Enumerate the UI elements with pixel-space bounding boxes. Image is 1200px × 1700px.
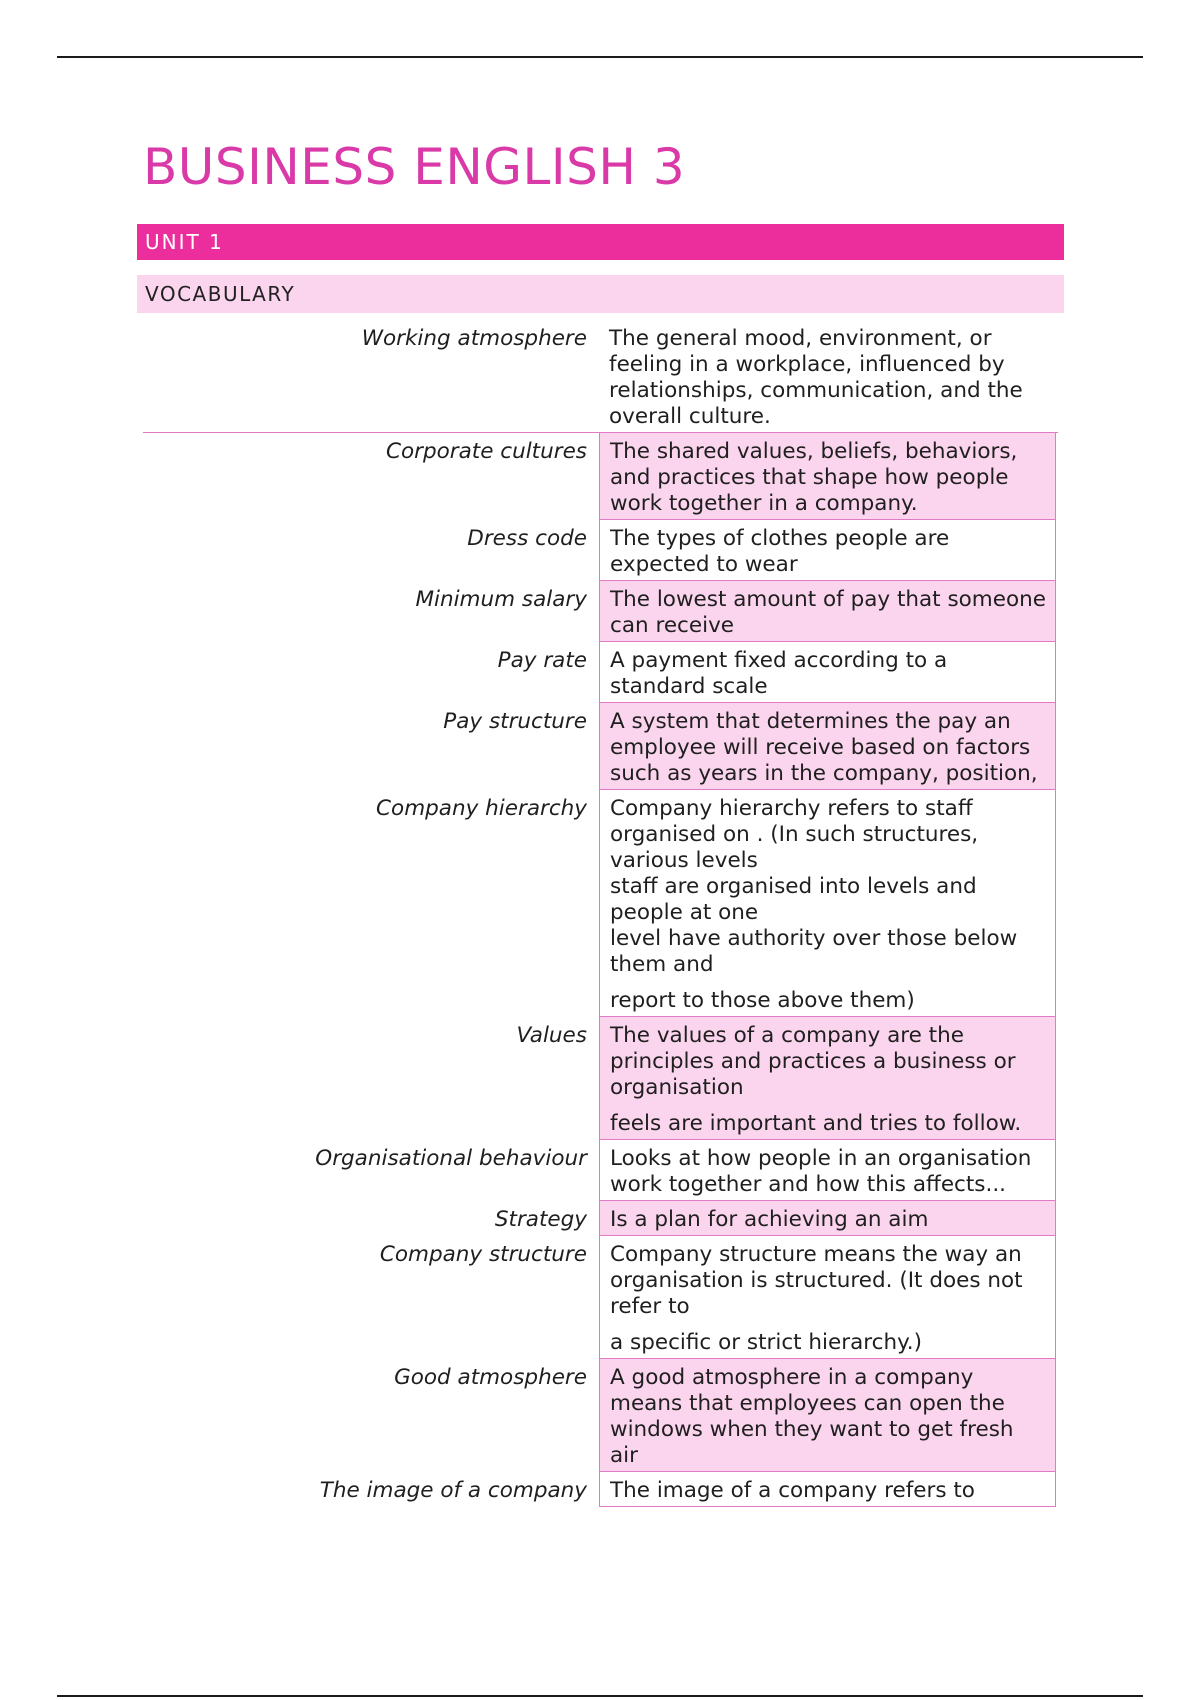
vocab-definition: A system that determines the pay an employee will receive based on factors such as years in the company, position, xyxy=(599,703,1056,790)
vocab-row xyxy=(143,642,1058,703)
vocab-row xyxy=(143,1472,1058,1507)
vocab-row xyxy=(143,520,1058,581)
vocab-definition: The shared values, beliefs, behaviors, and practices that shape how people work together in a company. xyxy=(599,433,1056,520)
vocab-term: Strategy xyxy=(494,1207,587,1232)
vocab-row xyxy=(143,790,1058,1017)
vocab-term: Company structure xyxy=(379,1242,587,1267)
vocab-row xyxy=(143,1017,1058,1140)
vocab-definition: A good atmosphere in a company means that employees can open the windows when they want to get fresh air xyxy=(599,1359,1056,1472)
unit-heading: UNIT 1 xyxy=(137,224,1064,260)
section-heading: VOCABULARY xyxy=(137,275,1064,313)
vocab-definition: A payment fixed according to a standard scale xyxy=(599,642,1056,703)
vocab-term: Pay structure xyxy=(443,709,587,734)
vocab-row xyxy=(143,703,1058,790)
vocab-row xyxy=(143,1201,1058,1236)
vocab-definition: Company hierarchy refers to staff organised on . (In such structures, various levels staff are organised into levels and people at one level have authority over those below them and report to those above them) xyxy=(599,790,1056,1017)
vocab-term: The image of a company xyxy=(319,1478,587,1503)
vocab-row xyxy=(143,433,1058,520)
vocab-row xyxy=(143,1140,1058,1201)
vocab-term: Company hierarchy xyxy=(376,796,587,821)
vocab-definition: Company structure means the way an organisation is structured. (It does not refer to a specific or strict hierarchy.) xyxy=(599,1236,1056,1359)
vocab-definition: The types of clothes people are expected to wear xyxy=(599,520,1056,581)
vocab-row xyxy=(143,1236,1058,1359)
vocab-term: Working atmosphere xyxy=(361,326,587,351)
vocab-definition: The values of a company are the principles and practices a business or organisation feels are important and tries to follow. xyxy=(599,1017,1056,1140)
document-title: BUSINESS ENGLISH 3 xyxy=(143,138,686,196)
vocab-definition: The general mood, environment, or feeling in a workplace, influenced by relationships, communication, and the overall culture. xyxy=(609,326,1023,429)
vocab-row xyxy=(143,581,1058,642)
header-rule xyxy=(57,56,1143,58)
vocab-term: Dress code xyxy=(467,526,587,551)
vocab-row xyxy=(143,1359,1058,1472)
vocab-term: Minimum salary xyxy=(415,587,587,612)
vocab-definition: Is a plan for achieving an aim xyxy=(599,1201,1056,1236)
vocab-term: Values xyxy=(516,1023,587,1048)
vocab-term: Corporate cultures xyxy=(385,439,587,464)
vocab-row xyxy=(143,320,1058,433)
vocab-definition: The lowest amount of pay that someone can receive xyxy=(599,581,1056,642)
vocab-term: Good atmosphere xyxy=(394,1365,587,1390)
vocabulary-table xyxy=(143,320,1058,1507)
vocab-term: Pay rate xyxy=(497,648,587,673)
vocab-definition: Looks at how people in an organisation work together and how this affects... xyxy=(599,1140,1056,1201)
footer-rule xyxy=(57,1695,1143,1697)
vocab-definition: The image of a company refers to xyxy=(599,1472,1056,1507)
vocab-term: Organisational behaviour xyxy=(315,1146,587,1171)
